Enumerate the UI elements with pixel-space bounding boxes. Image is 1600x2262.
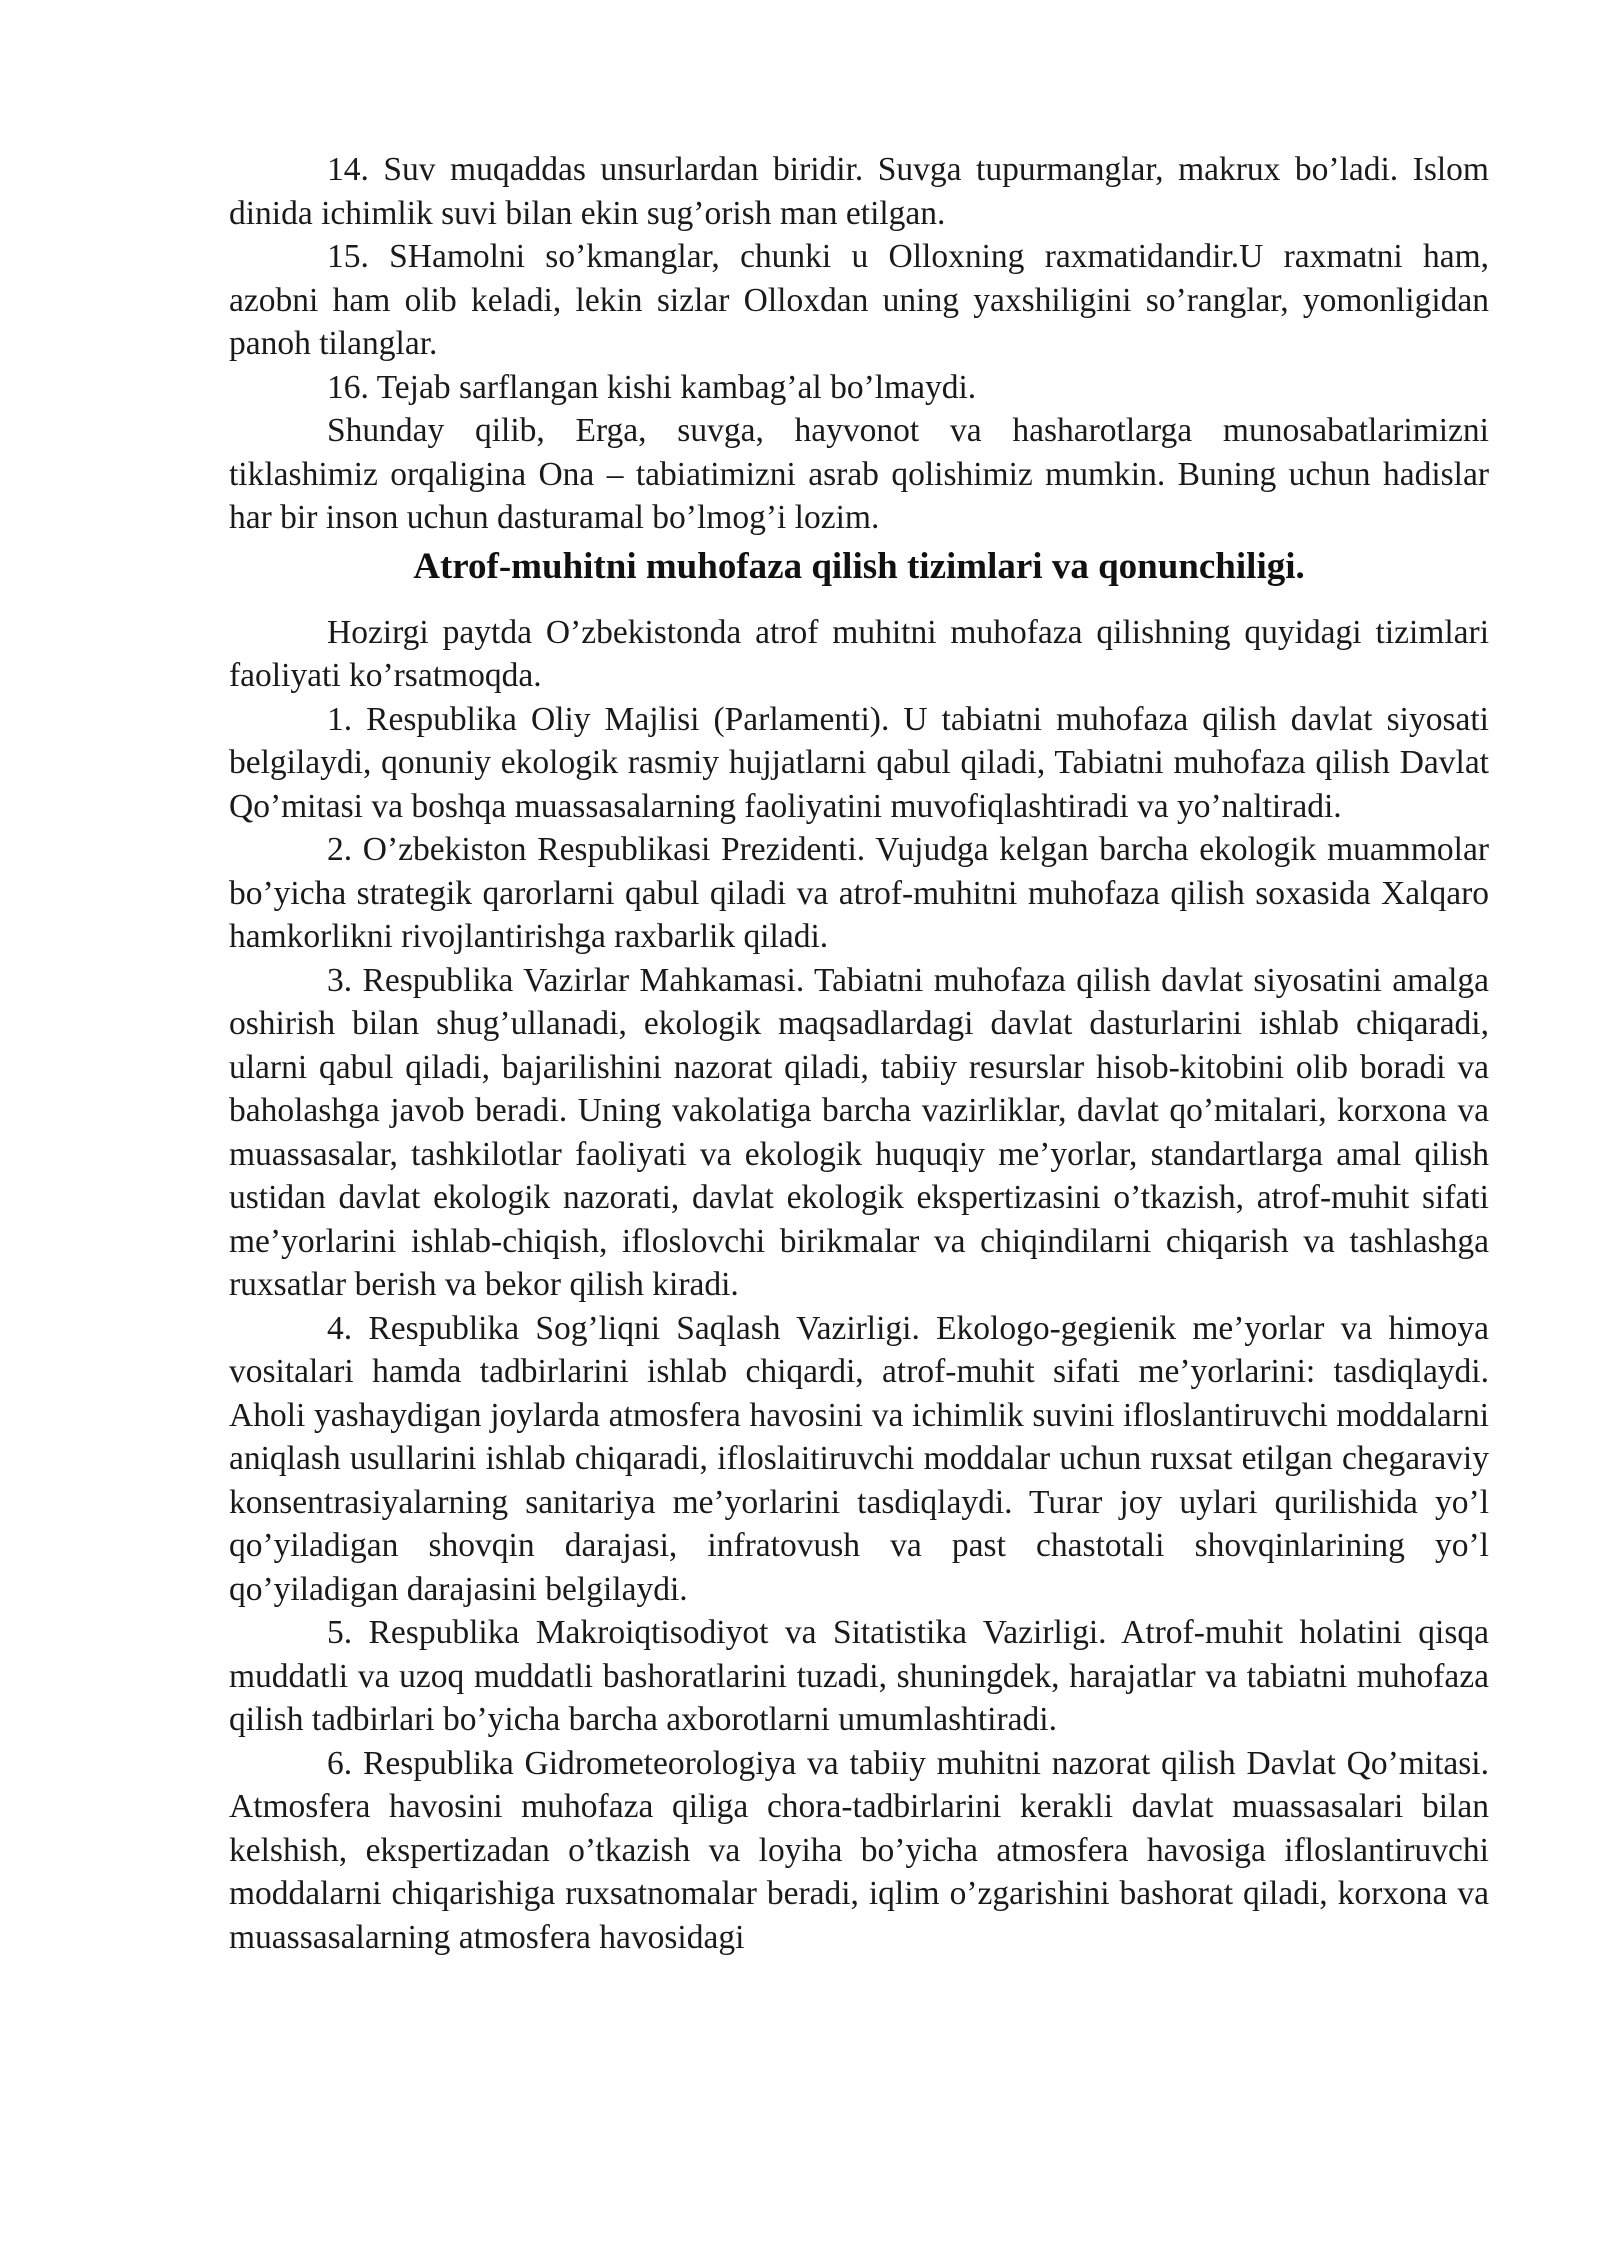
paragraph-system-3: 3. Respublika Vazirlar Mahkamasi. Tabiatni muhofaza qilish davlat siyosatini amalga oshirish bilan shug’ullanadi, ekologik maqsadlardagi davlat dasturlarini ishlab chiqaradi, ularni qabul qiladi, bajarilishini nazorat qiladi, tabiiy resurslar hisob-kitobini olib boradi va baholashga javob beradi. Uning vakolatiga barcha vazirliklar, davlat qo’mitalari, korxona va muassasalar, tashkilotlar faoliyati va ekologik huquqiy me’yorlar, standartlarga amal qilish ustidan davlat ekologik nazorati, davlat ekologik ekspertizasini o’tkazish, atrof-muhit sifati me’yorlarini ishlab-chiqish, ifloslovchi birikmalar va chiqindilarni chiqarish va tashlashga ruxsatlar berish va bekor qilish kiradi. <box>229 961 1489 1303</box>
paragraph-item-15: 15. SHamolni so’kmanglar, chunki u Olloxning raxmatidandir.U raxmatni ham, azobni ham olib keladi, lekin sizlar Olloxdan uning yaxshiligini so’ranglar, yomonligidan panoh tilanglar. <box>229 238 1489 362</box>
paragraph-item-16: 16. Tejab sarflangan kishi kambag’al bo’lmaydi. <box>327 368 977 406</box>
document-page <box>229 148 1489 1959</box>
paragraph-item-14: 14. Suv muqaddas unsurlardan biridir. Suvga tupurmanglar, makrux bo’ladi. Islom dinida ichimlik suvi bilan ekin sug’orish man etilgan. <box>229 151 1489 232</box>
paragraph-conclusion: Shunday qilib, Erga, suvga, hayvonot va hasharotlarga munosabatlarimizni tiklashimiz orqaligina Ona – tabiatimizni asrab qolishimiz mumkin. Buning uchun hadislar har bir inson uchun dasturamal bo’lmog’i lozim. <box>229 412 1489 536</box>
paragraph-system-2: 2. O’zbekiston Respublikasi Prezidenti. Vujudga kelgan barcha ekologik muammolar bo’yicha strategik qarorlarni qabul qiladi va atrof-muhitni muhofaza qilish soxasida Xalqaro hamkorlikni rivojlantirishga raxbarlik qiladi. <box>229 831 1489 955</box>
paragraph-system-6: 6. Respublika Gidrometeorologiya va tabiiy muhitni nazorat qilish Davlat Qo’mitasi. Atmosfera havosini muhofaza qiliga chora-tadbirlarini kerakli davlat muassasalari bilan kelshish, ekspertizadan o’tkazish va loyiha bo’yicha atmosfera havosiga ifloslantiruvchi moddalarni chiqarishiga ruxsatnomalar beradi, iqlim o’zgarishini bashorat qiladi, korxona va muassasalarning atmosfera havosidagi <box>229 1744 1489 1956</box>
paragraph-system-1: 1. Respublika Oliy Majlisi (Parlamenti). U tabiatni muhofaza qilish davlat siyosati belgilaydi, qonuniy ekologik rasmiy hujjatlarni qabul qiladi, Tabiatni muhofaza qilish Davlat Qo’mitasi va boshqa muassasalarning faoliyatini muvofiqlashtiradi va yo’naltiradi. <box>229 700 1489 825</box>
paragraph-system-4: 4. Respublika Sog’liqni Saqlash Vazirligi. Ekologo-gegienik me’yorlar va himoya vositalari hamda tadbirlarini ishlab chiqardi, atrof-muhit sifati me’yorlarini: tasdiqlaydi. Aholi yashaydigan joylarda atmosfera havosini va ichimlik suvini ifloslantiruvchi moddalarni aniqlash usullarini ishlab chiqaradi, ifloslaitiruvchi moddalar uchun ruxsat etilgan chegaraviy konsentrasiyalarning sanitariya me’yorlarini tasdiqlaydi. Turar joy uylari qurilishida yo’l qo’yiladigan shovqin darajasi, infratovush va past chastotali shovqinlarining yo’l qo’yiladigan darajasini belgilaydi. <box>229 1309 1489 1608</box>
section-heading: Atrof-muhitni muhofaza qilish tizimlari va qonunchiligi. <box>413 545 1305 587</box>
paragraph-system-5: 5. Respublika Makroiqtisodiyot va Sitatistika Vazirligi. Atrof-muhit holatini qisqa muddatli va uzoq muddatli bashoratlarini tuzadi, shuningdek, harajatlar va tabiatni muhofaza qilish tadbirlari bo’yicha barcha axborotlarni umumlashtiradi. <box>229 1614 1489 1738</box>
paragraph-intro: Hozirgi paytda O’zbekistonda atrof muhitni muhofaza qilishning quyidagi tizimlari faoliyati ko’rsatmoqda. <box>229 613 1489 694</box>
